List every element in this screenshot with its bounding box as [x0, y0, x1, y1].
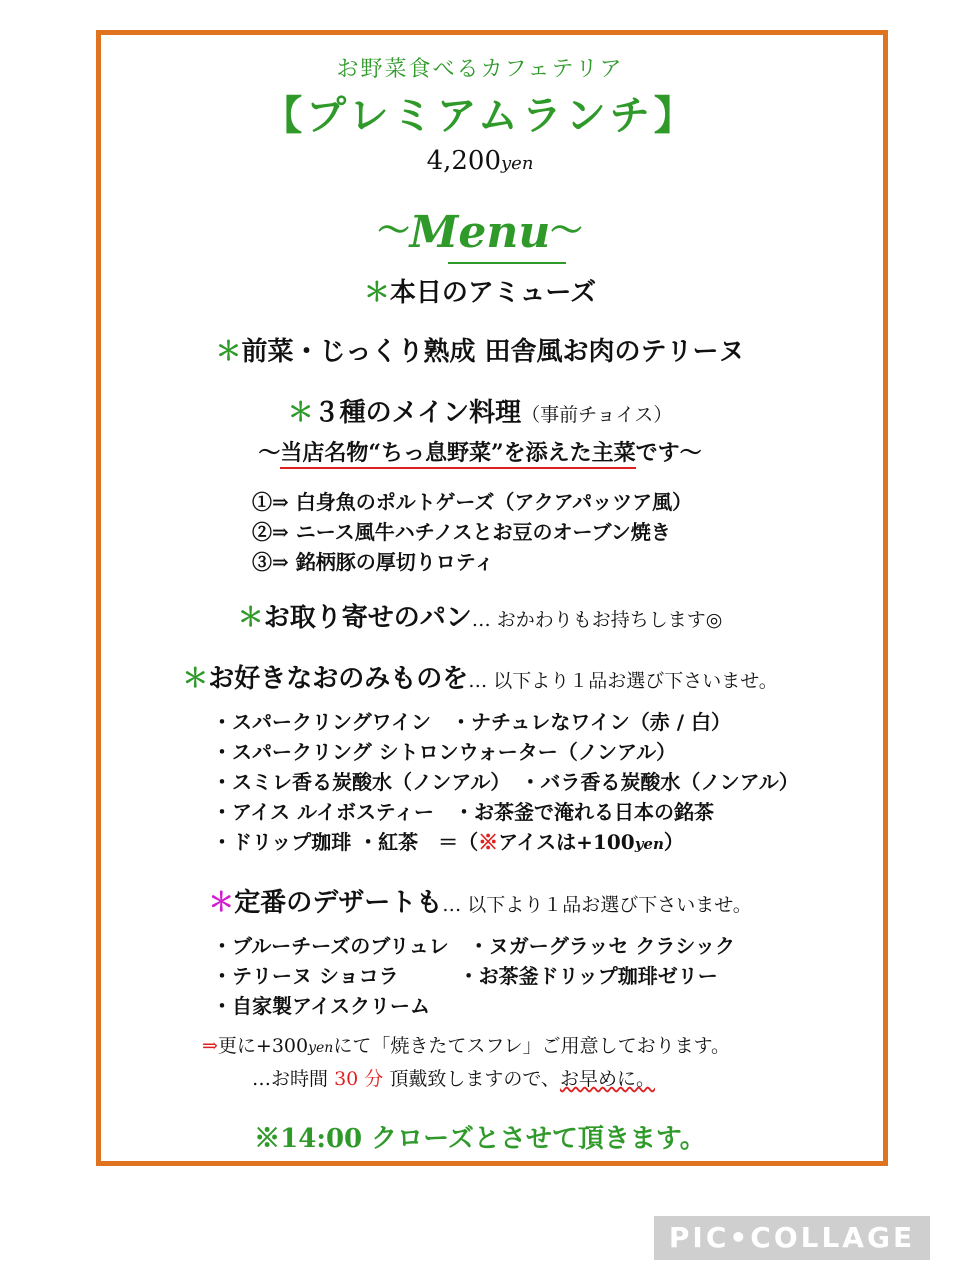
- time-note-emphasis: お早めに。: [559, 1068, 655, 1090]
- cafe-subtitle: お野菜食べるカフェテリア: [336, 57, 624, 82]
- souffle-note: ⇒更に+300yenにて「焼きたてスフレ」ご用意しております。: [202, 1035, 731, 1057]
- price-value: 4,200: [426, 146, 501, 176]
- dessert-item: ・自家製アイスクリーム: [212, 994, 430, 1018]
- section-dessert: [0, 882, 960, 919]
- section-dessert-note: … 以下より１品お選び下さいませ。: [442, 894, 752, 916]
- drink-item: ・スパークリング シトロンウォーター（ノンアル）: [212, 740, 677, 764]
- dessert-item: ・ブルーチーズのブリュレ ・ヌガーグラッセ クラシック: [212, 934, 735, 958]
- section-starter: [0, 331, 960, 368]
- dessert-item: ・テリーヌ ショコラ ・お茶釜ドリップ珈琲ゼリー: [212, 964, 718, 988]
- main-item: ③⇒ 銘柄豚の厚切りロティ: [252, 550, 495, 574]
- menu-heading-text: Menu: [409, 207, 551, 258]
- section-drinks-note: … 以下より１品お選び下さいませ。: [468, 670, 778, 692]
- note-mark: ※: [478, 830, 499, 854]
- section-amuse-title: 本日のアミューズ: [389, 278, 597, 308]
- menu-underline: [448, 262, 566, 264]
- drink-item: ・スパークリングワイン ・ナチュレなワイン（赤 / 白）: [212, 710, 732, 734]
- drink-item: ・アイス ルイボスティー ・お茶釜で淹れる日本の銘茶: [212, 800, 714, 824]
- time-value: 30 分: [334, 1068, 384, 1090]
- asterisk-icon: ＊: [208, 888, 235, 918]
- asterisk-icon: ＊: [237, 603, 264, 633]
- main-item: ①⇒ 白身魚のポルトゲーズ（アクアパッツア風）: [252, 490, 693, 514]
- section-drinks-title: お好きなおのみものを: [208, 664, 469, 694]
- section-drinks: [0, 658, 960, 695]
- drink-item: ・ドリップ珈琲 ・紅茶 ＝（※アイスは+100yen）: [212, 830, 684, 854]
- asterisk-icon: ＊: [215, 337, 242, 367]
- section-main-note: （事前チョイス）: [521, 404, 673, 426]
- section-starter-title: 前菜・じっくり熟成 田舎風お肉のテリーヌ: [241, 337, 745, 367]
- asterisk-icon: ＊: [182, 664, 209, 694]
- main-subtitle: 〜当店名物“ちっ息野菜”を添えた主菜です〜: [0, 436, 960, 467]
- main-item: ②⇒ ニース風牛ハチノスとお豆のオーブン焼き: [252, 520, 671, 544]
- price-unit: yen: [501, 153, 534, 174]
- section-main: [0, 392, 960, 429]
- section-main-title: ３種のメイン料理: [313, 398, 522, 428]
- pic-collage-watermark: PIC•COLLAGE: [654, 1216, 930, 1260]
- page-title: 【プレミアムランチ】: [262, 92, 698, 139]
- drink-item: ・スミレ香る炭酸水（ノンアル） ・バラ香る炭酸水（ノンアル）: [212, 770, 799, 794]
- section-bread-note: … おかわりもお持ちします◎: [471, 609, 723, 631]
- asterisk-icon: ＊: [287, 398, 314, 428]
- section-dessert-title: 定番のデザートも: [234, 888, 443, 918]
- section-bread-title: お取り寄せのパン: [263, 603, 472, 633]
- section-amuse: [0, 272, 960, 309]
- price: [0, 146, 960, 176]
- menu-heading: 〜Menu〜: [377, 207, 583, 258]
- arrow-icon: ⇒: [202, 1035, 218, 1057]
- section-bread: [0, 597, 960, 634]
- closing-notice: ※14:00 クローズとさせて頂きます。: [254, 1124, 706, 1154]
- time-note: …お時間 30 分 頂戴致しますので、お早めに。: [252, 1068, 655, 1090]
- asterisk-icon: ＊: [363, 278, 390, 308]
- main-subtitle-highlight: 当店名物“ちっ息野菜”を添えた主菜: [280, 440, 635, 469]
